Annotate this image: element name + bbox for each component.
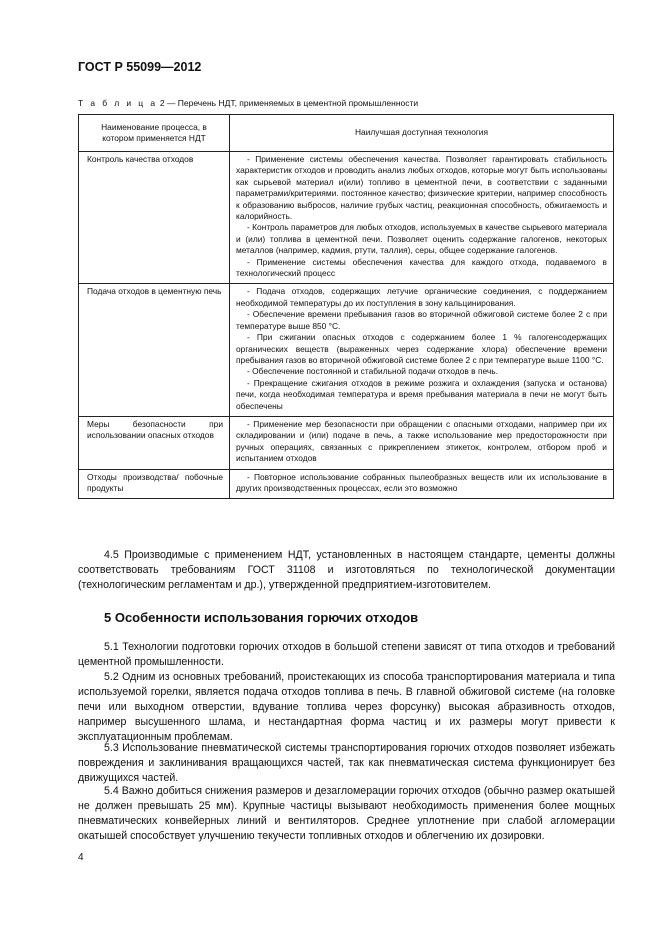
table-caption-label: Т а б л и ц а <box>78 98 158 108</box>
paragraph-text: 5.1 Технологии подготовки горючих отходов в большой степени зависят от типа отходов и требований цементной промышленности. <box>78 641 615 668</box>
paragraph-5-4 <box>78 784 615 844</box>
technology-item: - Подача отходов, содержащих летучие органические соединения, с поддержанием необходимой температуры до их поступления в зону кальцинирования. <box>236 286 607 308</box>
table-caption-text: 2 — Перечень НДТ, применяемых в цементной промышленности <box>159 98 419 108</box>
col-header-technology: Наилучшая доступная технология <box>230 115 614 152</box>
col-header-process: Наименование процесса, в котором применяется НДТ <box>79 115 230 152</box>
technology-item: - При сжигании опасных отходов с содержанием более 1 % галогенсодержащих органических веществ (выраженных через содержание хлора) обеспечение времени пребывания газов во вторичной обжиговой системе более 2 с при температуре выше 1100 °С. <box>236 332 607 365</box>
technology-item: - Обеспечение постоянной и стабильной подачи отходов в печь. <box>247 366 498 377</box>
technology-item: - Применение системы обеспечения качества. Позволяет гарантировать стабильность характеристик отходов и проводить анализ любых отходов, которые могут быть использованы как сырьевой материал и(или) топливо в цементной печи, в соответствии с заданными параметрами/критериями. постоянное качество; физические критерии, например способность к образованию выбросов, наличие грубых частиц, реакционная способность, обжигаемость и калорийность. <box>236 154 607 222</box>
table-header-row <box>79 115 614 152</box>
process-cell: Меры безопасности при использовании опасных отходов <box>79 416 230 469</box>
technology-item: - Применение мер безопасности при обращении с опасными отходами, например при их складировании и (или) подаче в печь, а также использование мер предосторожности при ручных операциях, связанных с прикреплением этикеток, контролем, отбором проб и испытанием отходов <box>236 418 607 464</box>
process-cell: Подача отходов в цементную печь <box>79 284 230 416</box>
technology-cell <box>230 284 614 416</box>
table-row <box>79 416 614 469</box>
table-row <box>79 469 614 499</box>
paragraph-5-1 <box>78 640 615 670</box>
table-caption <box>78 98 418 108</box>
technology-cell <box>230 469 614 499</box>
technology-item: - Повторное использование собранных пылеобразных веществ или их использование в других производственных процессах, если это возможно <box>236 471 607 493</box>
paragraph-text: 5.2 Одним из основных требований, проистекающих из способа транспортирования материала и типа используемой горелки, является подача отходов топлива в печь. В главной обжиговой системе (на головке печи или выходном отверстии, вдувание топлива через форсунку) высокая абразивность отходов, например высушенного шлама, и нестандартная форма частиц и их размеры могут привести к эксплуатационным проблемам. <box>78 671 615 743</box>
technology-item: - Обеспечение времени пребывания газов во вторичной обжиговой системе более 2 с при температуре выше 850 °С. <box>236 309 607 331</box>
process-cell: Отходы производства/ побочные продукты <box>79 469 230 499</box>
paragraph-text: 5.4 Важно добиться снижения размеров и дезагломерации горючих отходов (обычно размер окатышей не должен превышать 25 мм). Крупные частицы вызывают необходимость применения более мощных пневматических конвейерных линий и вентиляторов. Среднее уплотнение при слабой агломерации окатышей способствует улучшению текучести топливных отходов и облегчению их дозировки. <box>78 785 615 842</box>
table-row <box>79 284 614 416</box>
technology-item: - Прекращение сжигания отходов в режиме розжига и охлаждения (запуска и останова) печи, когда необходимая температура и время пребывания материала в печи не могут быть обеспечены <box>236 377 607 411</box>
section-title: 5 Особенности использования горючих отходов <box>104 610 419 625</box>
table-row <box>79 152 614 284</box>
paragraph-text: 5.3 Использование пневматической системы транспортирования горючих отходов позволяет избежать повреждения и заклинивания вращающихся частей, так как пневматическая система функционирует без движущихся частей. <box>78 742 615 784</box>
paragraph-text: 4.5 Производимые с применением НДТ, установленных в настоящем стандарте, цементы должны соответствовать требованиям ГОСТ 31108 и изготовляться по технологической документации (технологическим регламентам и др.), утвержденной предприятием-изготовителем. <box>78 549 615 591</box>
process-cell: Контроль качества отходов <box>79 152 230 284</box>
technology-item: - Контроль параметров для любых отходов, используемых в качестве сырьевого материала и (или) топлива в цементной печи. Позволяет оценить содержание галогенов, некоторых металлов (например, кадмия, ртути, таллия), серы, общее содержание галогенов. <box>236 222 607 256</box>
paragraph-5-2 <box>78 670 615 745</box>
technology-item: - Применение системы обеспечения качества для каждого отхода, подаваемого в технологический процесс <box>236 256 607 279</box>
page-number: 4 <box>78 852 84 863</box>
ndt-table <box>78 114 614 499</box>
paragraph-4-5 <box>78 548 615 593</box>
document-header: ГОСТ Р 55099—2012 <box>78 60 202 74</box>
technology-cell <box>230 152 614 284</box>
paragraph-5-3 <box>78 741 615 786</box>
technology-cell <box>230 416 614 469</box>
